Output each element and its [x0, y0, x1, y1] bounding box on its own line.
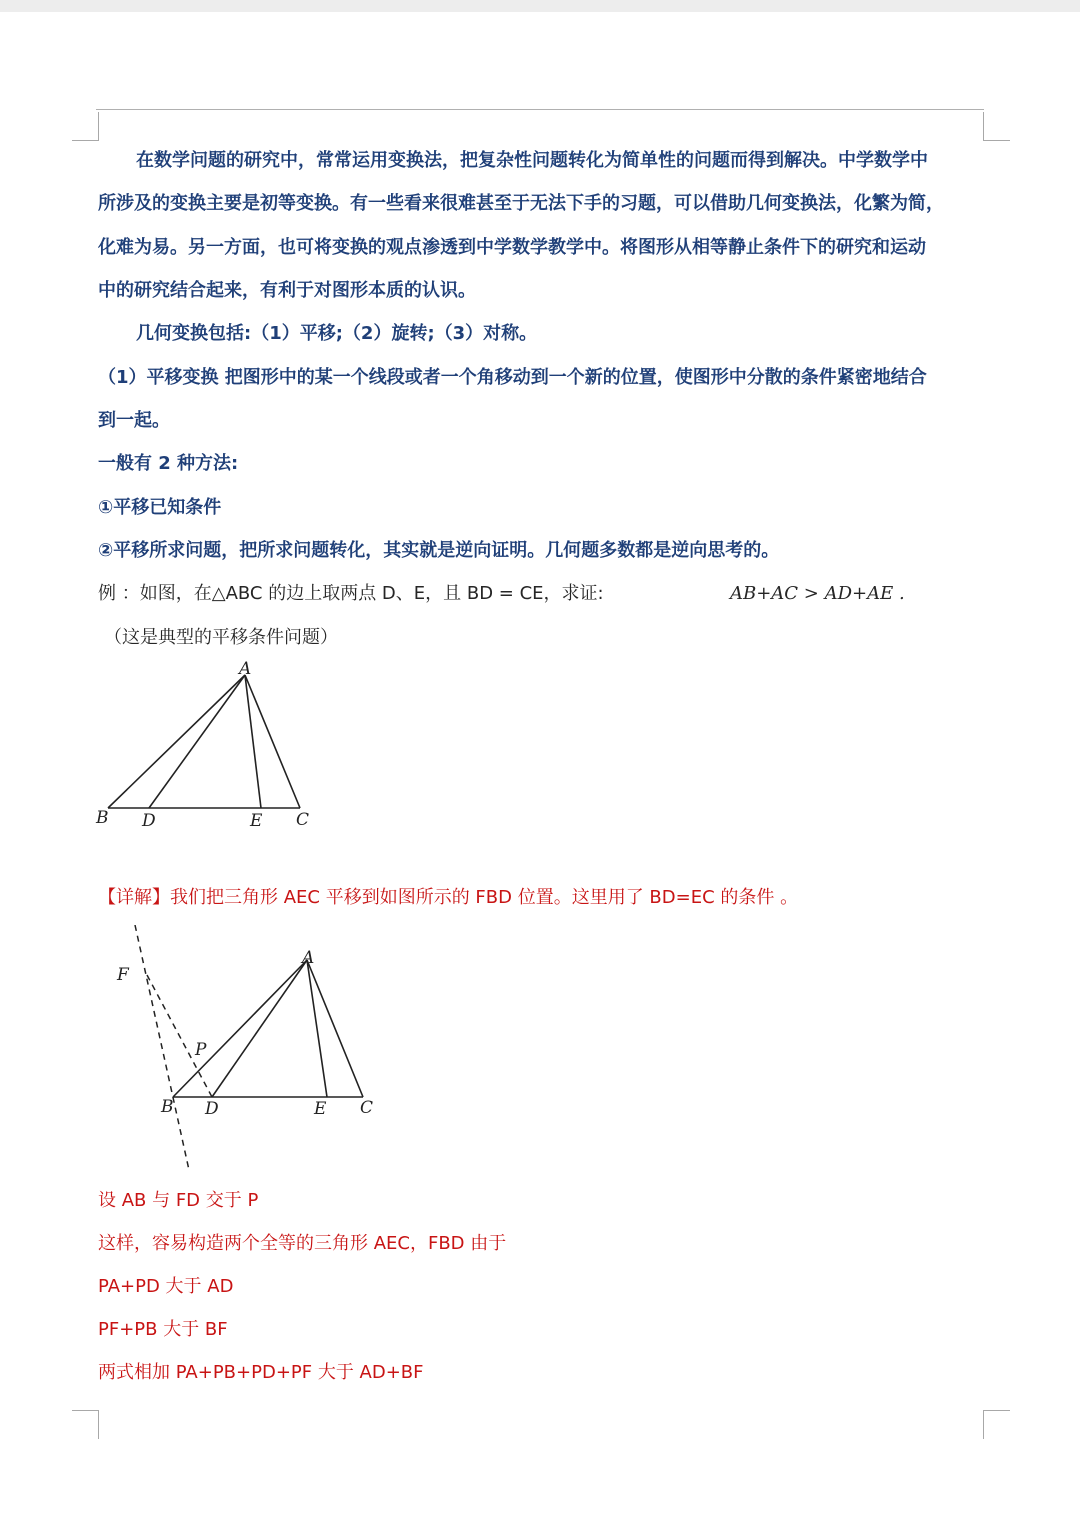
label-c: C: [360, 1098, 374, 1118]
methods-title: 一般有 2 种方法:: [98, 453, 239, 474]
segment-ad: [149, 675, 245, 808]
label-a: A: [239, 660, 252, 679]
page-corner-mark-bottom-right: [983, 1410, 1010, 1439]
viewer-top-bar: [0, 0, 1080, 12]
label-e: E: [250, 811, 263, 831]
segment-ab: [173, 960, 307, 1097]
intro-line-3: 化难为易。另一方面，也可将变换的观点渗透到中学数学教学中。将图形从相等静止条件下的研究和运动: [98, 237, 926, 258]
segment-ae: [307, 960, 327, 1097]
solution-line-3: PA+PD 大于 AD: [98, 1276, 234, 1297]
dashed-line-fd: [147, 975, 212, 1097]
label-d: D: [205, 1099, 219, 1119]
example-text: 例 ：如图，在△ABC 的边上取两点 D、E，且 BD = CE，求证:: [98, 583, 604, 604]
label-f: F: [117, 965, 129, 985]
translation-line-1: （1）平移变换 把图形中的某一个线段或者一个角移动到一个新的位置，使图形中分散的条件紧密地结合: [98, 367, 927, 388]
example-note: （这是典型的平移条件问题）: [104, 627, 338, 648]
page-corner-mark-top-right: [983, 112, 1010, 141]
method-1: ①平移已知条件: [98, 497, 222, 518]
label-e: E: [314, 1099, 327, 1119]
dashed-line-fb: [135, 925, 189, 1170]
transform-types: 几何变换包括:（1）平移;（2）旋转;（3）对称。: [136, 323, 538, 344]
label-d: D: [142, 811, 156, 831]
solution-line-4: PF+PB 大于 BF: [98, 1319, 228, 1340]
figure-translation: [105, 925, 395, 1180]
label-a: A: [302, 948, 315, 968]
page-corner-mark-top-left: [72, 112, 99, 141]
solution-line-2: 这样，容易构造两个全等的三角形 AEC，FBD 由于: [98, 1233, 507, 1254]
page-corner-mark-bottom-left: [72, 1410, 99, 1439]
figure-triangle-abc: [90, 660, 330, 840]
intro-line-4: 中的研究结合起来，有利于对图形本质的认识。: [98, 280, 476, 301]
label-p: P: [195, 1040, 207, 1060]
label-b: B: [96, 808, 109, 828]
intro-line-2: 所涉及的变换主要是初等变换。有一些看来很难甚至于无法下手的习题，可以借助几何变换法，化繁为简，: [98, 193, 944, 214]
intro-line-1: 在数学问题的研究中，常常运用变换法，把复杂性问题转化为简单性的问题而得到解决。中学数学中: [136, 150, 928, 171]
solution-line-1: 设 AB 与 FD 交于 P: [98, 1190, 259, 1211]
example-statement: [98, 582, 988, 606]
translation-line-2: 到一起。: [98, 410, 170, 431]
segment-ab: [108, 675, 245, 808]
segment-ad: [212, 960, 307, 1097]
segment-ac: [307, 960, 363, 1097]
example-formula: AB+AC > AD+AE .: [730, 583, 905, 604]
solution-heading: 【详解】我们把三角形 AEC 平移到如图所示的 FBD 位置。这里用了 BD=EC 的条件 。: [98, 887, 799, 908]
solution-line-5: 两式相加 PA+PB+PD+PF 大于 AD+BF: [98, 1362, 424, 1383]
label-c: C: [296, 810, 310, 830]
page-header-rule: [96, 109, 984, 110]
label-b: B: [161, 1097, 174, 1117]
method-2: ②平移所求问题，把所求问题转化，其实就是逆向证明。几何题多数都是逆向思考的。: [98, 540, 780, 561]
